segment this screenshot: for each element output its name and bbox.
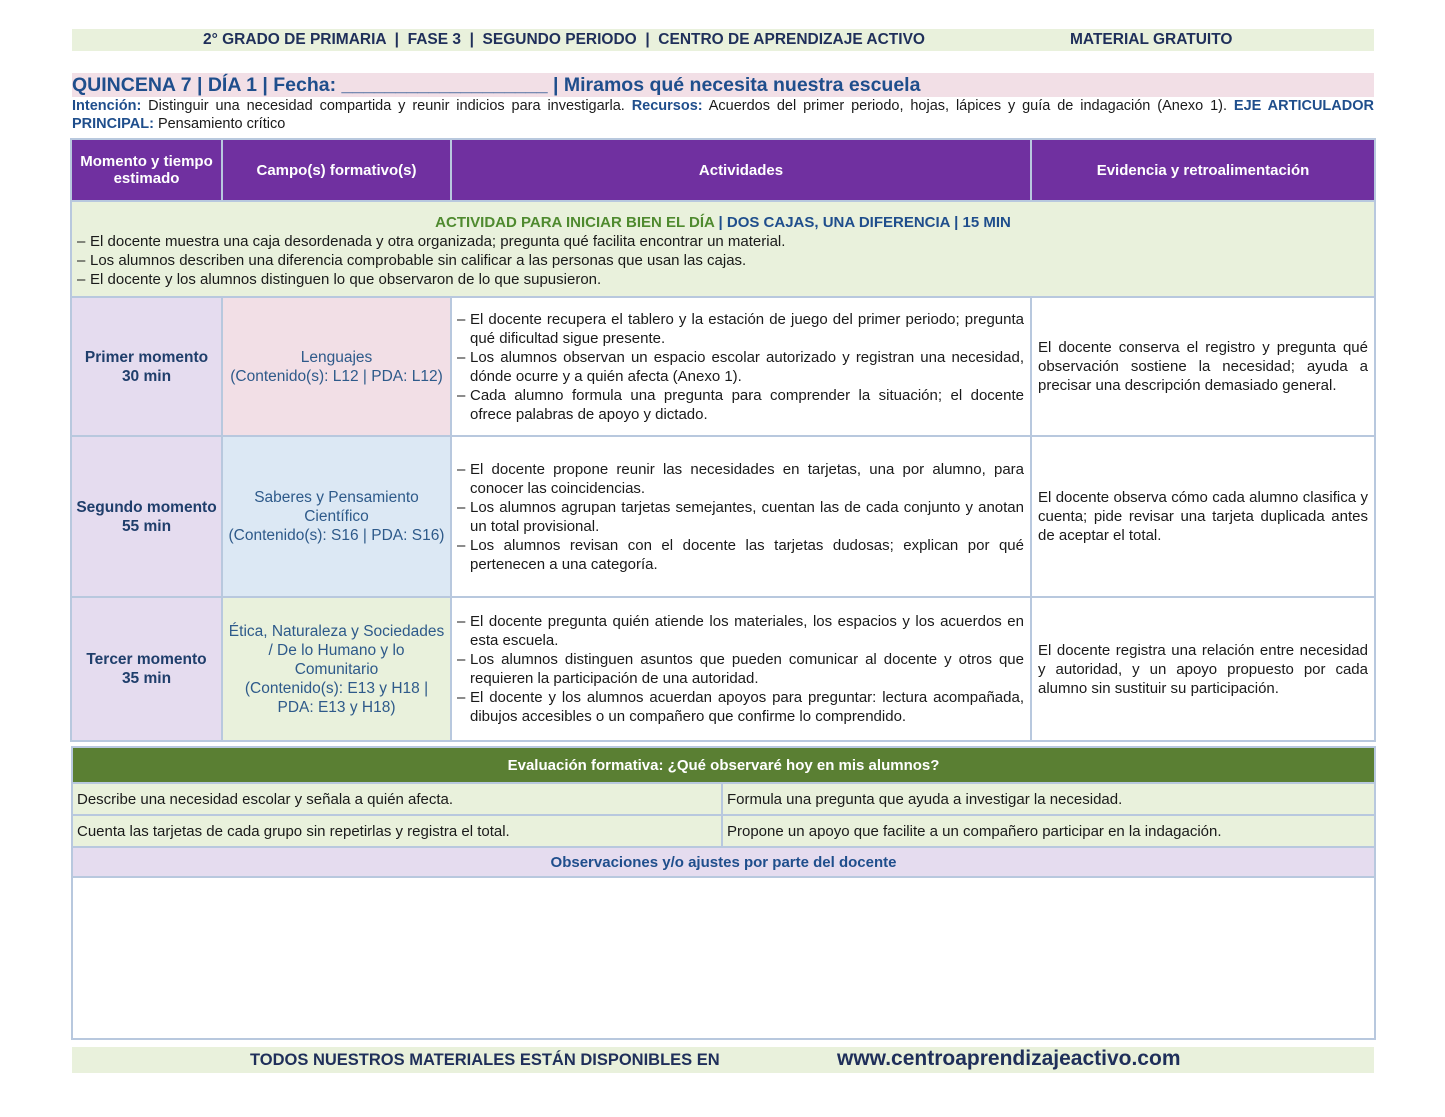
- activities-cell: [451, 297, 1031, 436]
- activities-cell: [451, 436, 1031, 597]
- footer-banner: [72, 1047, 1374, 1073]
- list-item: – El docente muestra una caja desordenada y otra organizada; pregunta qué facilita encontrar un material.: [76, 232, 1370, 251]
- intencion-label: Intención:: [72, 98, 142, 114]
- moment-time: 30 min: [121, 367, 172, 385]
- list-item: – Los alumnos describen una diferencia comprobable sin calificar a las personas que usan las cajas.: [76, 251, 1370, 270]
- moment-cell: [71, 297, 222, 436]
- list-item: – Los alumnos agrupan tarjetas semejantes, cuentan las de cada conjunto y anotan un total provisional.: [456, 498, 1024, 536]
- list-item: – El docente recupera el tablero y la estación de juego del primer periodo; pregunta qué dificultad sigue presente.: [456, 310, 1024, 348]
- intencion-text: Distinguir una necesidad compartida y reunir indicios para investigarla.: [148, 98, 625, 114]
- campo-cell: [222, 436, 451, 597]
- evaluation-criterion: Cuenta las tarjetas de cada grupo sin repetirlas y registra el total.: [72, 815, 722, 847]
- evaluation-table: [71, 746, 1376, 1040]
- list-item: – Cada alumno formula una pregunta para comprender la situación; el docente ofrece palabras de apoyo y dictado.: [456, 386, 1024, 424]
- eje-text: Pensamiento crítico: [157, 116, 286, 132]
- campo-name: Ética, Naturaleza y Sociedades / De lo Humano y lo Comunitario: [228, 622, 445, 678]
- list-item: – El docente y los alumnos acuerdan apoyos para preguntar: lectura acompañada, dibujos accesibles o un compañero que confirme lo comprendido.: [456, 688, 1024, 726]
- list-item: – Los alumnos distinguen asuntos que pueden comunicar al docente y otros que requieren la participación de una autoridad.: [456, 650, 1024, 688]
- lesson-plan-table: [70, 138, 1376, 742]
- website-link[interactable]: www.centroaprendizajeactivo.com: [837, 1047, 1181, 1070]
- evidence-cell: El docente registra una relación entre necesidad y autoridad, y un apoyo propuesto por cada alumno sin sustituir su participación.: [1031, 597, 1375, 741]
- table-row: [71, 297, 1375, 436]
- intent-paragraph: [72, 97, 1374, 133]
- activities-cell: [451, 597, 1031, 741]
- campo-cell: [222, 597, 451, 741]
- header-campo: Campo(s) formativo(s): [222, 139, 451, 201]
- table-row: [71, 436, 1375, 597]
- eje-label: EJE ARTICULADOR PRINCIPAL:: [72, 98, 1374, 132]
- footer-text: TODOS NUESTROS MATERIALES ESTÁN DISPONIBLES EN: [250, 1051, 720, 1069]
- header-momento: Momento y tiempo estimado: [71, 139, 222, 201]
- start-activity-list: [76, 232, 1370, 289]
- moment-name: Tercer momento: [86, 651, 207, 668]
- start-activity-title: [76, 214, 1370, 232]
- start-activity-label: ACTIVIDAD PARA INICIAR BIEN EL DÍA: [435, 214, 715, 231]
- campo-contenido: (Contenido(s): E13 y H18 | PDA: E13 y H18): [244, 679, 429, 716]
- campo-contenido: (Contenido(s): S16 | PDA: S16): [228, 527, 445, 544]
- top-banner: [72, 29, 1374, 51]
- grade-phase-info: 2° GRADO DE PRIMARIA | FASE 3 | SEGUNDO PERIODO | CENTRO DE APRENDIZAJE ACTIVO: [203, 31, 925, 48]
- list-item: – El docente propone reunir las necesidades en tarjetas, una por alumno, para conocer las coincidencias.: [456, 460, 1024, 498]
- start-activity-row: [71, 201, 1375, 297]
- evidence-cell: El docente conserva el registro y pregunta qué observación sostiene la necesidad; ayuda a precisar una descripción demasiado general.: [1031, 297, 1375, 436]
- list-item: – Los alumnos observan un espacio escolar autorizado y registran una necesidad, dónde ocurre y a quién afecta (Anexo 1).: [456, 348, 1024, 386]
- header-actividades: Actividades: [451, 139, 1031, 201]
- moment-name: Segundo momento: [76, 498, 217, 516]
- observations-title: Observaciones y/o ajustes por parte del docente: [72, 847, 1375, 877]
- evaluation-criterion: Describe una necesidad escolar y señala a quién afecta.: [72, 783, 722, 815]
- start-activity-name: | DOS CAJAS, UNA DIFERENCIA | 15 MIN: [714, 214, 1011, 231]
- campo-cell: [222, 297, 451, 436]
- moment-time: 35 min: [121, 670, 172, 687]
- table-row: [71, 597, 1375, 741]
- evaluation-title: Evaluación formativa: ¿Qué observaré hoy en mis alumnos?: [72, 747, 1375, 783]
- moment-cell: [71, 597, 222, 741]
- activities-list: [456, 310, 1024, 424]
- evidence-cell: El docente observa cómo cada alumno clasifica y cuenta; pide revisar una tarjeta duplicada antes de aceptar el total.: [1031, 436, 1375, 597]
- recursos-text: Acuerdos del primer periodo, hojas, lápices y guía de indagación (Anexo 1).: [708, 98, 1228, 114]
- evaluation-criterion: Formula una pregunta que ayuda a investigar la necesidad.: [722, 783, 1375, 815]
- moment-cell: [71, 436, 222, 597]
- list-item: – El docente y los alumnos distinguen lo que observaron de lo que supusieron.: [76, 270, 1370, 289]
- free-material-label: MATERIAL GRATUITO: [1070, 31, 1233, 48]
- activities-list: [456, 612, 1024, 726]
- header-evidencia: Evidencia y retroalimentación: [1031, 139, 1375, 201]
- list-item: – Los alumnos revisan con el docente las tarjetas dudosas; explican por qué pertenecen a una categoría.: [456, 536, 1024, 574]
- activities-list: [456, 460, 1024, 574]
- start-activity-cell: [71, 201, 1375, 297]
- moment-time: 55 min: [121, 517, 172, 535]
- moment-name: Primer momento: [84, 348, 209, 366]
- recursos-label: Recursos:: [631, 98, 703, 114]
- list-item: – El docente pregunta quién atiende los materiales, los espacios y los acuerdos en esta escuela.: [456, 612, 1024, 650]
- observations-area[interactable]: [72, 877, 1375, 1039]
- page-title: QUINCENA 7 | DÍA 1 | Fecha: ___________________ | Miramos qué necesita nuestra escuela: [72, 73, 1374, 97]
- table-header-row: [71, 139, 1375, 201]
- campo-name: Saberes y Pensamiento Científico: [254, 489, 419, 525]
- evaluation-criterion: Propone un apoyo que facilite a un compañero participar en la indagación.: [722, 815, 1375, 847]
- campo-name: Lenguajes: [300, 348, 373, 366]
- campo-contenido: (Contenido(s): L12 | PDA: L12): [230, 367, 443, 385]
